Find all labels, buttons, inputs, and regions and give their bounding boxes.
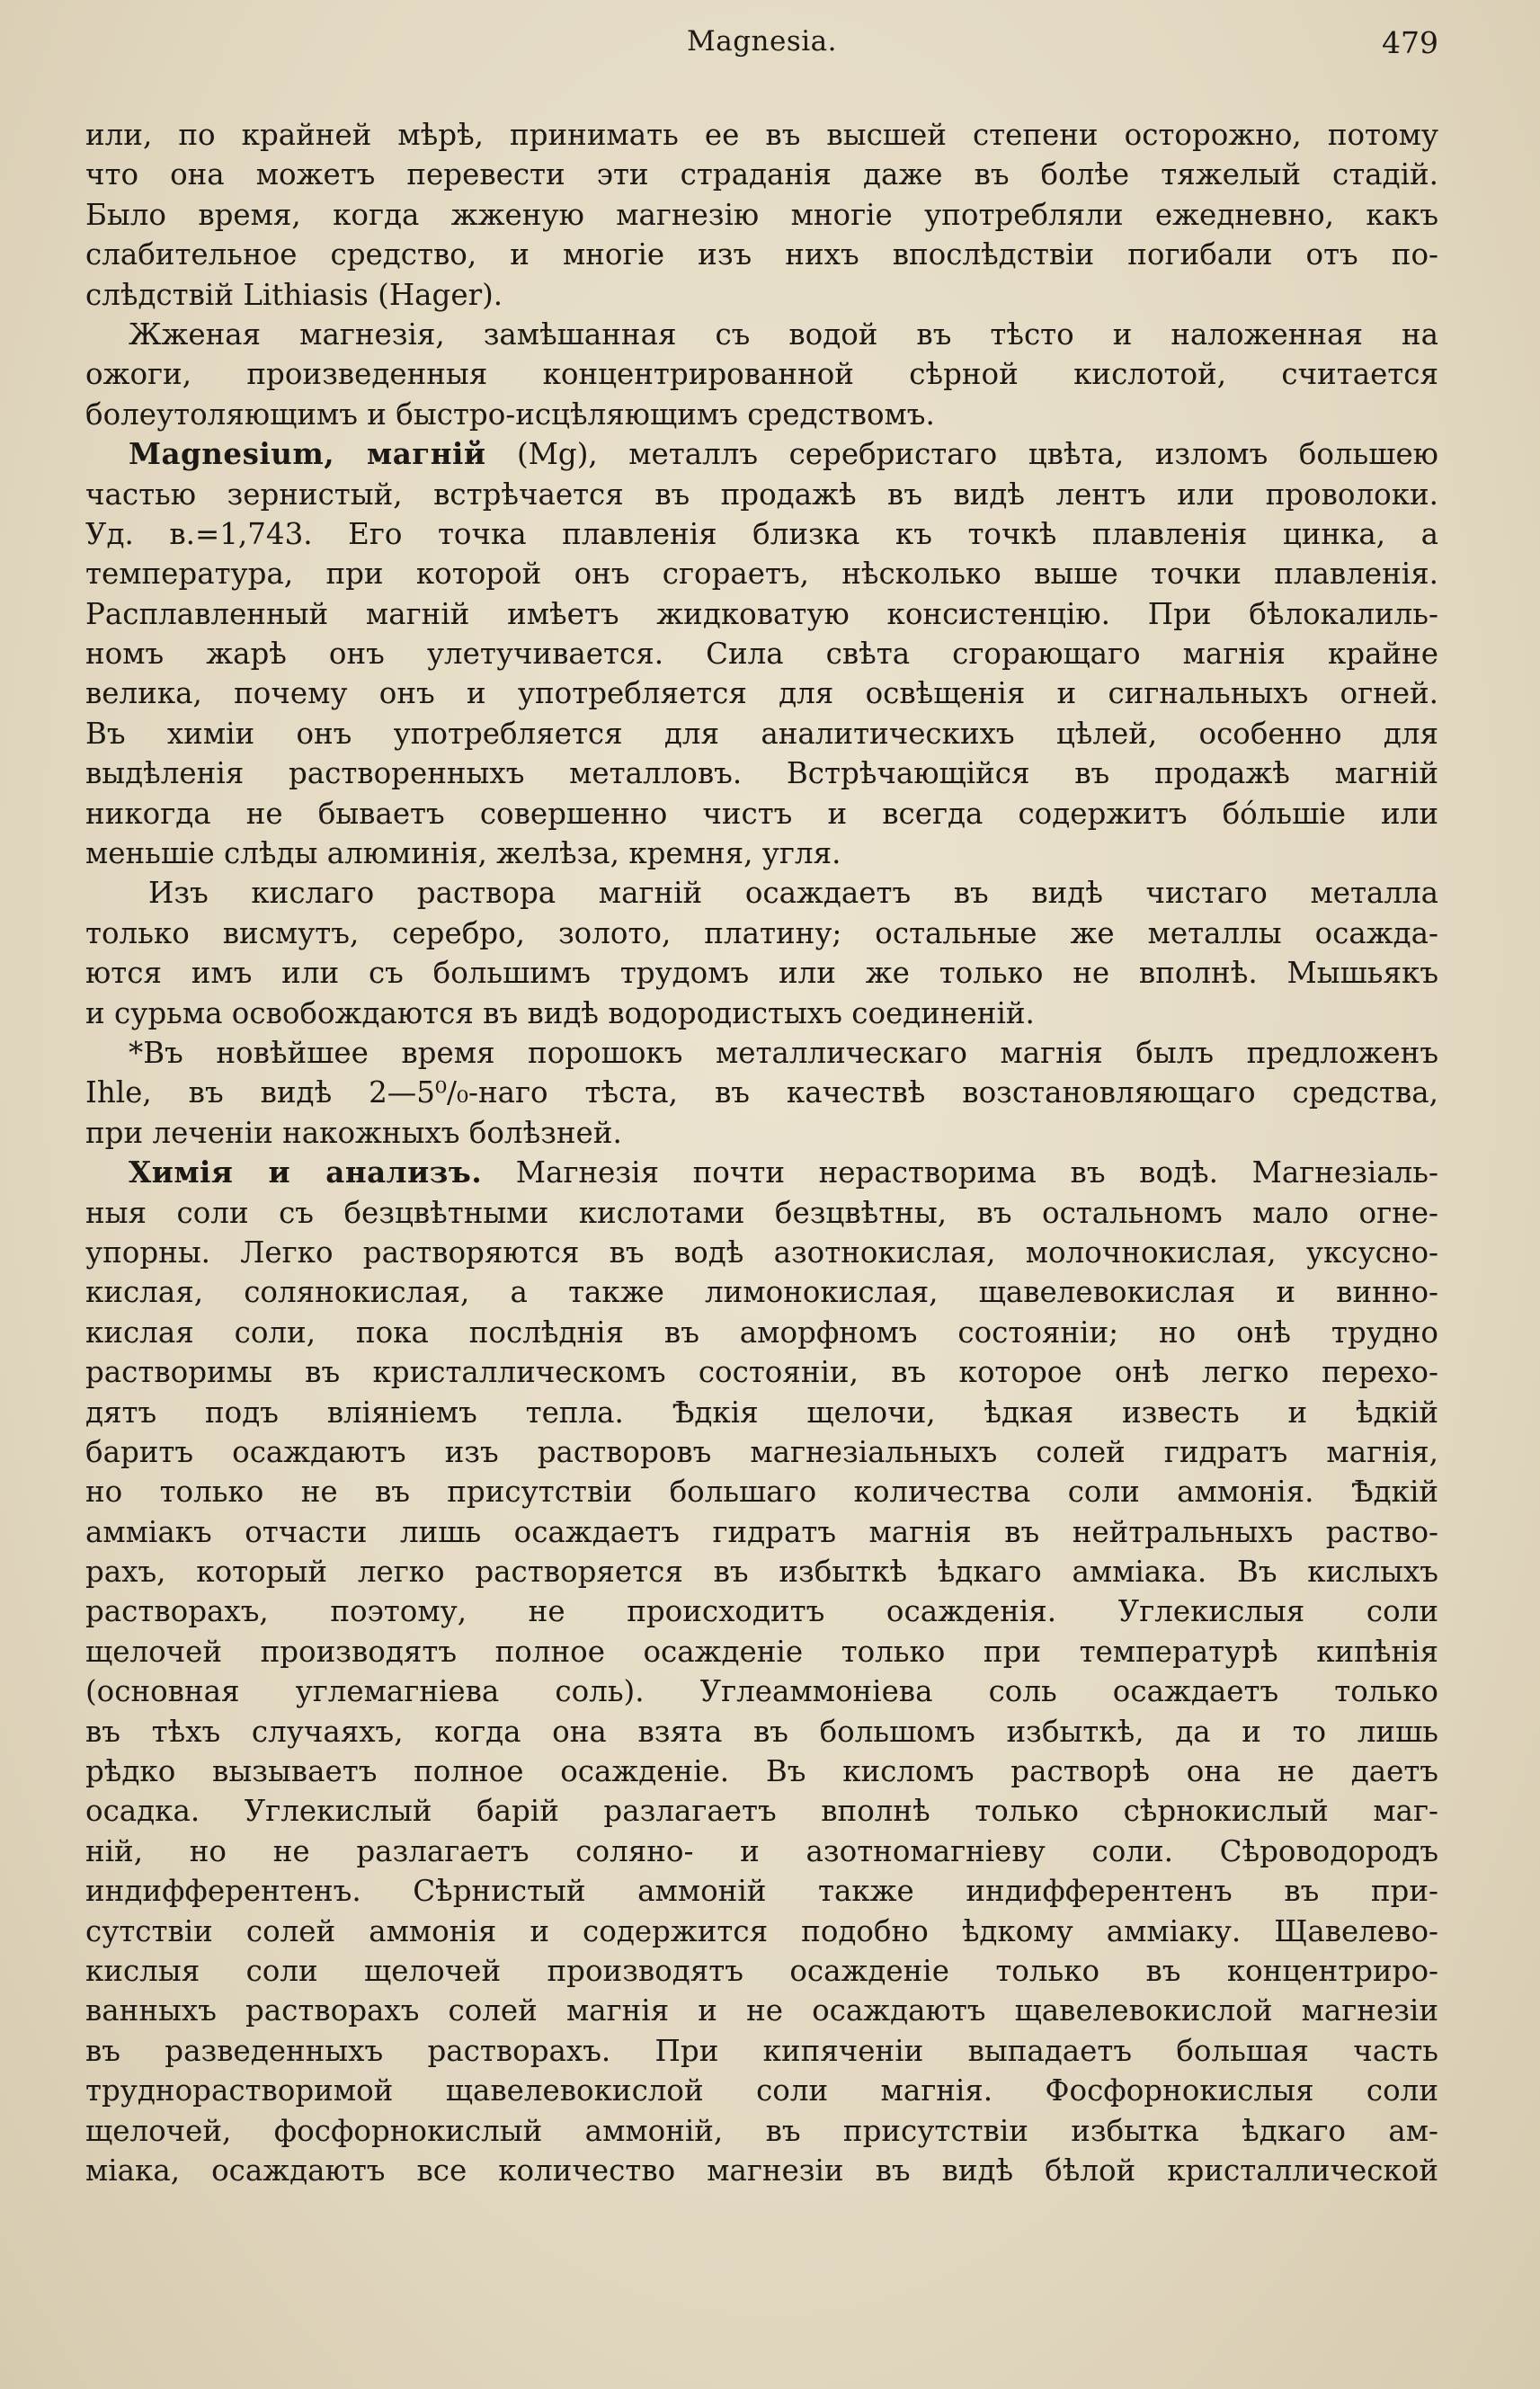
text-line: слѣдствій Lithiasis (Hager).: [85, 277, 503, 312]
text-line: щелочей производятъ полное осажденіе только при температурѣ кипѣнія: [85, 1634, 1438, 1669]
running-title: Magnesia.: [686, 25, 838, 58]
text-line: Ihle, въ видѣ 2—5⁰/₀-наго тѣста, въ качествѣ возстановляющаго средства,: [85, 1075, 1438, 1110]
text-line: осадка. Углекислый барій разлагаетъ вполнѣ только сѣрнокислый маг-: [85, 1794, 1438, 1829]
text-line: рѣдко вызываетъ полное осажденіе. Въ кисломъ растворѣ она не даетъ: [85, 1754, 1438, 1789]
entry-heading: Magnesium, магній: [129, 436, 486, 472]
text-line: Было время, когда жженую магнезію многіе употребляли ежедневно, какъ: [85, 197, 1438, 232]
paragraph: [85, 115, 1438, 315]
text-line: Расплавленный магній имѣетъ жидковатую консистенцію. При бѣлокалиль-: [85, 596, 1438, 631]
text-line: баритъ осаждаютъ изъ растворовъ магнезіальныхъ солей гидратъ магнія,: [85, 1434, 1438, 1469]
text-line: въ разведенныхъ растворахъ. При кипяченіи выпадаетъ большая часть: [85, 2033, 1438, 2068]
body-text: [85, 115, 1438, 2190]
paragraph: [85, 315, 1438, 434]
text-line: кислая, солянокислая, а также лимонокислая, щавелевокислая и винно-: [85, 1275, 1438, 1310]
text-line: и сурьма освобождаются въ видѣ водородистыхъ соединеній.: [85, 995, 1035, 1030]
text-line: [85, 434, 1438, 474]
text-line: что она можетъ перевести эти страданія даже въ болѣе тяжелый стадій.: [85, 157, 1438, 192]
text-line: Въ химіи онъ употребляется для аналитическихъ цѣлей, особенно для: [85, 716, 1438, 751]
text-line: амміакъ отчасти лишь осаждаетъ гидратъ магнія въ нейтральныхъ раство-: [85, 1514, 1438, 1549]
paragraph-magnesium: [85, 434, 1438, 873]
text-line: Уд. в.=1,743. Его точка плавленія близка къ точкѣ плавленія цинка, а: [85, 516, 1438, 551]
text-line: кислая соли, пока послѣднія въ аморфномъ состояніи; но онѣ трудно: [85, 1315, 1438, 1350]
text-line: *Въ новѣйшее время порошокъ металлическаго магнія былъ предложенъ: [129, 1035, 1438, 1070]
text-line: но только не въ присутствіи большаго количества соли аммонія. Ѣдкій: [85, 1475, 1438, 1510]
text-line: температура, при которой онъ сгораетъ, нѣсколько выше точки плавленія.: [85, 557, 1438, 592]
text-line: номъ жарѣ онъ улетучивается. Сила свѣта сгорающаго магнія крайне: [85, 637, 1438, 672]
text-line: [85, 1153, 1438, 1192]
page-number: 479: [1382, 25, 1438, 60]
text-line: рахъ, который легко растворяется въ избыткѣ ѣдкаго амміака. Въ кислыхъ: [85, 1555, 1438, 1590]
text-line: никогда не бываетъ совершенно чистъ и всегда содержитъ бóльшіе или: [85, 796, 1438, 831]
text-line: при леченіи накожныхъ болѣзней.: [85, 1115, 622, 1150]
text-line: міака, осаждаютъ все количество магнезіи въ видѣ бѣлой кристаллической: [85, 2153, 1438, 2188]
text-line: въ тѣхъ случаяхъ, когда она взята въ большомъ избыткѣ, да и то лишь: [85, 1714, 1438, 1749]
text-line: ныя соли съ безцвѣтными кислотами безцвѣтны, въ остальномъ мало огне-: [85, 1195, 1438, 1230]
text-line: ожоги, произведенныя концентрированной сѣрной кислотой, считается: [85, 357, 1438, 392]
text-line: ній, но не разлагаетъ соляно- и азотномагніеву соли. Сѣроводородъ: [85, 1833, 1438, 1868]
page-header: [85, 25, 1438, 70]
text-line: (основная углемагніева соль). Углеаммоніева соль осаждаетъ только: [85, 1674, 1438, 1709]
text-line: кислыя соли щелочей производятъ осажденіе только въ концентриро-: [85, 1953, 1438, 1988]
text-line: слабительное средство, и многіе изъ нихъ впослѣдствіи погибали отъ по-: [85, 237, 1438, 272]
text-fragment: (Mg), металлъ серебристаго цвѣта, изломъ большею: [485, 437, 1438, 472]
text-line: ются имъ или съ большимъ трудомъ или же только не вполнѣ. Мышьякъ: [85, 956, 1438, 991]
text-line: велика, почему онъ и употребляется для освѣщенія и сигнальныхъ огней.: [85, 676, 1438, 711]
text-line: или, по крайней мѣрѣ, принимать ее въ высшей степени осторожно, потому: [85, 118, 1438, 152]
text-line: щелочей, фосфорнокислый аммоній, въ присутствіи избытка ѣдкаго ам-: [85, 2113, 1438, 2148]
text-line: сутствіи солей аммонія и содержится подобно ѣдкому амміаку. Щавелево-: [85, 1913, 1438, 1948]
text-fragment: Магнезія почти нерастворима въ водѣ. Магнезіаль-: [482, 1155, 1438, 1190]
text-line: растворимы въ кристаллическомъ состояніи, въ которое онѣ легко перехо-: [85, 1355, 1438, 1390]
paragraph: [85, 1033, 1438, 1153]
text-line: труднорастворимой щавелевокислой соли магнія. Фосфорнокислыя соли: [85, 2073, 1438, 2108]
text-line: выдѣленія растворенныхъ металловъ. Встрѣчающійся въ продажѣ магній: [85, 756, 1438, 791]
paragraph-chemistry: [85, 1153, 1438, 2190]
paragraph: [85, 873, 1438, 1033]
text-line: упорны. Легко растворяются въ водѣ азотнокислая, молочнокислая, уксусно-: [85, 1235, 1438, 1270]
text-line: растворахъ, поэтому, не происходитъ осажденія. Углекислыя соли: [85, 1594, 1438, 1629]
text-line: ванныхъ растворахъ солей магнія и не осаждаютъ щавелевокислой магнезіи: [85, 1993, 1438, 2028]
text-line: меньшіе слѣды алюминія, желѣза, кремня, угля.: [85, 836, 841, 871]
text-line: индифферентенъ. Сѣрнистый аммоній также индифферентенъ въ при-: [85, 1874, 1438, 1909]
text-line: Изъ кислаго раствора магній осаждаетъ въ видѣ чистаго металла: [148, 876, 1438, 911]
text-line: дятъ подъ вліяніемъ тепла. Ѣдкія щелочи, ѣдкая известь и ѣдкій: [85, 1395, 1438, 1430]
text-line: болеутоляющимъ и быстро-исцѣляющимъ средствомъ.: [85, 397, 935, 432]
section-heading: Химія и анализъ.: [129, 1154, 483, 1190]
text-line: Жженая магнезія, замѣшанная съ водой въ тѣсто и наложенная на: [129, 316, 1438, 352]
text-line: только висмутъ, серебро, золото, платину; остальные же металлы осажда-: [85, 915, 1438, 950]
text-line: частью зернистый, встрѣчается въ продажѣ въ видѣ лентъ или проволоки.: [85, 477, 1438, 512]
